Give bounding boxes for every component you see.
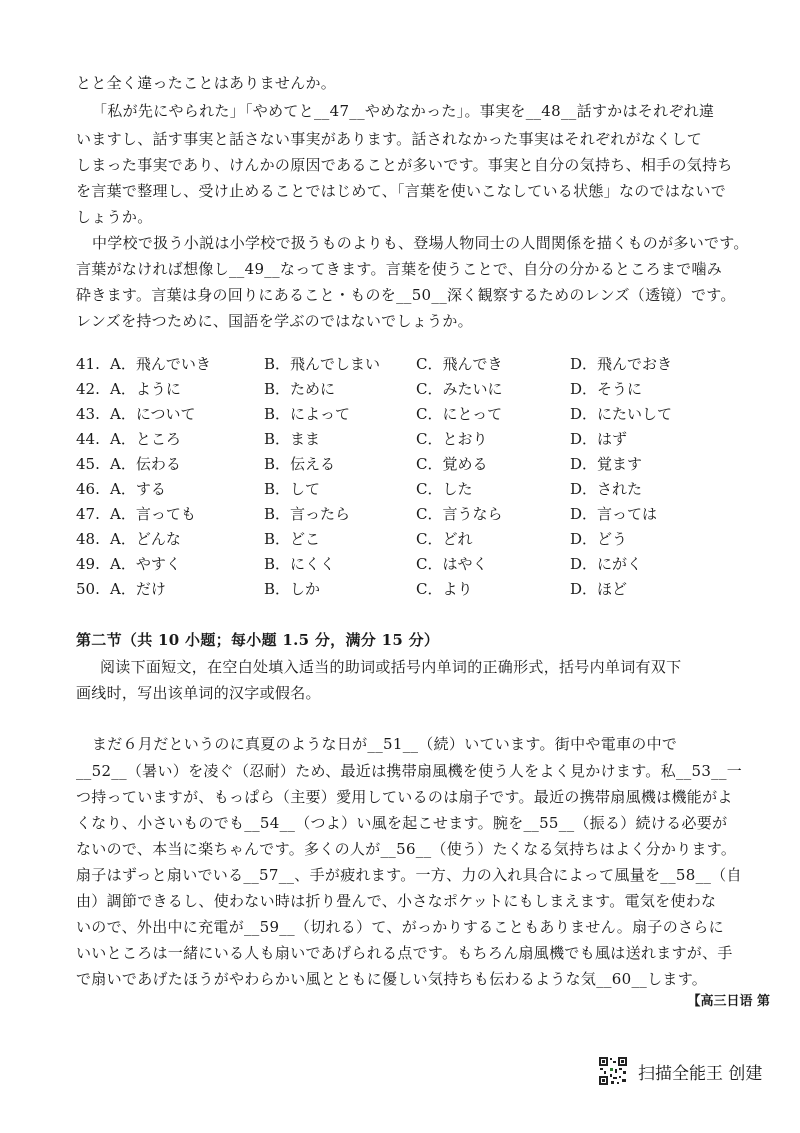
- question-number: 48.: [76, 530, 100, 548]
- question-47: [76, 502, 766, 526]
- passage2-line: で扇いであげたほうがやわらかい風とともに優しい気持ちも伝わるような気__60__します。: [76, 970, 708, 988]
- option-a: A．ところ: [110, 430, 181, 448]
- qr-code-icon: [598, 1056, 628, 1086]
- question-number: 50.: [76, 580, 100, 598]
- question-50: [76, 577, 766, 601]
- passage2-line: 扇子はずっと扇いでいる__57__、手が疲れます。一方、力の入れ具合によって風量を__58__（自: [76, 866, 742, 884]
- question-41: [76, 352, 766, 376]
- question-number: 41.: [76, 355, 100, 373]
- question-45: [76, 452, 766, 476]
- scanner-label: 扫描全能王 创建: [638, 1063, 763, 1084]
- option-c: C．言うなら: [416, 505, 503, 523]
- question-number: 49.: [76, 555, 100, 573]
- option-d: D．覚ます: [570, 455, 643, 473]
- passage2-line: つ持っていますが、もっぱら（主要）愛用しているのは扇子です。最近の携帯扇風機は機能がよ: [76, 788, 733, 806]
- option-a: A．やすく: [110, 555, 181, 573]
- passage2-line: ないので、本当に楽ちゃんです。多くの人が__56__（使う）たくなる気持ちはよく分かります。: [76, 840, 737, 858]
- question-42: [76, 377, 766, 401]
- passage1-line: 砕きます。言葉は身の回りにあること・ものを__50__深く観察するためのレンズ（透镜）です。: [76, 286, 736, 304]
- question-49: [76, 552, 766, 576]
- option-d: D．にたいして: [570, 405, 673, 423]
- option-c: C．した: [416, 480, 473, 498]
- passage2-line: いので、外出中に充電が__59__（切れる）て、がっかりすることもありません。扇子のさらに: [76, 918, 724, 936]
- option-c: C．飛んでき: [416, 355, 503, 373]
- question-44: [76, 427, 766, 451]
- option-b: B．にくく: [264, 555, 336, 573]
- option-c: C．とおり: [416, 430, 488, 448]
- question-number: 43.: [76, 405, 100, 423]
- question-number: 47.: [76, 505, 100, 523]
- section-instruction: 画线时，写出该单词的汉字或假名。: [76, 684, 321, 702]
- section-instruction: 阅读下面短文，在空白处填入适当的助词或括号内单词的正确形式，括号内单词有双下: [100, 658, 682, 676]
- passage1-line: 「私が先にやられた」「やめてと__47__やめなかった」。事実を__48__話すかはそれぞれ違: [92, 102, 715, 120]
- question-number: 46.: [76, 480, 100, 498]
- option-d: D．飛んでおき: [570, 355, 673, 373]
- passage2-line: まだ６月だというのに真夏のような日が__51__（続）いています。街中や電車の中で: [92, 735, 678, 753]
- option-b: B．言ったら: [264, 505, 351, 523]
- option-a: A．伝わる: [110, 455, 181, 473]
- option-b: B．によって: [264, 405, 351, 423]
- passage1-line: しまった事実であり、けんかの原因であることが多いです。事実と自分の気持ち、相手の気持ち: [76, 156, 733, 174]
- passage1-line: とと全く違ったことはありませんか。: [76, 74, 337, 92]
- question-43: [76, 402, 766, 426]
- question-number: 44.: [76, 430, 100, 448]
- option-b: B．ために: [264, 380, 336, 398]
- page-footer-tag: 【高三日语 第: [687, 994, 770, 1009]
- option-a: A．ように: [110, 380, 181, 398]
- passage1-line: 中学校で扱う小説は小学校で扱うものよりも、登場人物同士の人間関係を描くものが多いです。: [92, 234, 749, 252]
- option-b: B．飛んでしまい: [264, 355, 381, 373]
- option-c: C．覚める: [416, 455, 488, 473]
- option-a: A．について: [110, 405, 196, 423]
- option-c: C．どれ: [416, 530, 473, 548]
- passage2-line: __52__（暑い）を凌ぐ（忍耐）ため、最近は携帯扇風機を使う人をよく見かけます。私__53__一: [76, 762, 743, 780]
- passage1-line: しょうか。: [76, 208, 153, 226]
- scanner-watermark: [598, 1056, 762, 1086]
- option-d: D．はず: [570, 430, 628, 448]
- option-d: D．言っては: [570, 505, 658, 523]
- option-a: A．する: [110, 480, 166, 498]
- option-c: C．はやく: [416, 555, 488, 573]
- option-a: A．言っても: [110, 505, 196, 523]
- option-a: A．飛んでいき: [110, 355, 211, 373]
- option-c: C．より: [416, 580, 473, 598]
- section-heading: 第二节（共 10 小题；每小题 1.5 分，满分 15 分）: [76, 631, 440, 649]
- option-d: D．にがく: [570, 555, 643, 573]
- passage2-line: いいところは一緒にいる人も扇いであげられる点です。もちろん扇風機でも風は送れますが、手: [76, 944, 733, 962]
- option-d: D．どう: [570, 530, 628, 548]
- option-c: C．みたいに: [416, 380, 503, 398]
- passage1-line: いますし、話す事実と話さない事実があります。話されなかった事実はそれぞれがなくして: [76, 130, 703, 148]
- question-48: [76, 527, 766, 551]
- question-number: 45.: [76, 455, 100, 473]
- option-b: B．しか: [264, 580, 321, 598]
- passage2-line: 由）調節できるし、使わない時は折り畳んで、小さなポケットにもしまえます。電気を使わな: [76, 892, 717, 910]
- option-b: B．伝える: [264, 455, 336, 473]
- passage1-line: レンズを持つために、国語を学ぶのではないでしょうか。: [76, 312, 473, 330]
- option-c: C．にとって: [416, 405, 503, 423]
- question-46: [76, 477, 766, 501]
- passage1-line: 言葉がなければ想像し__49__なってきます。言葉を使うことで、自分の分かるところまで噛み: [76, 260, 723, 278]
- question-number: 42.: [76, 380, 100, 398]
- passage2-line: くなり、小さいものでも__54__（つよ）い風を起こせます。腕を__55__（振る）続ける必要が: [76, 814, 728, 832]
- option-a: A．どんな: [110, 530, 181, 548]
- option-d: D．そうに: [570, 380, 643, 398]
- passage1-line: を言葉で整理し、受け止めることではじめて、「言葉を使いこなしている状態」なのではないで: [76, 182, 727, 200]
- option-a: A．だけ: [110, 580, 166, 598]
- option-d: D．された: [570, 480, 643, 498]
- option-b: B．まま: [264, 430, 321, 448]
- option-b: B．して: [264, 480, 321, 498]
- option-d: D．ほど: [570, 580, 628, 598]
- option-b: B．どこ: [264, 530, 321, 548]
